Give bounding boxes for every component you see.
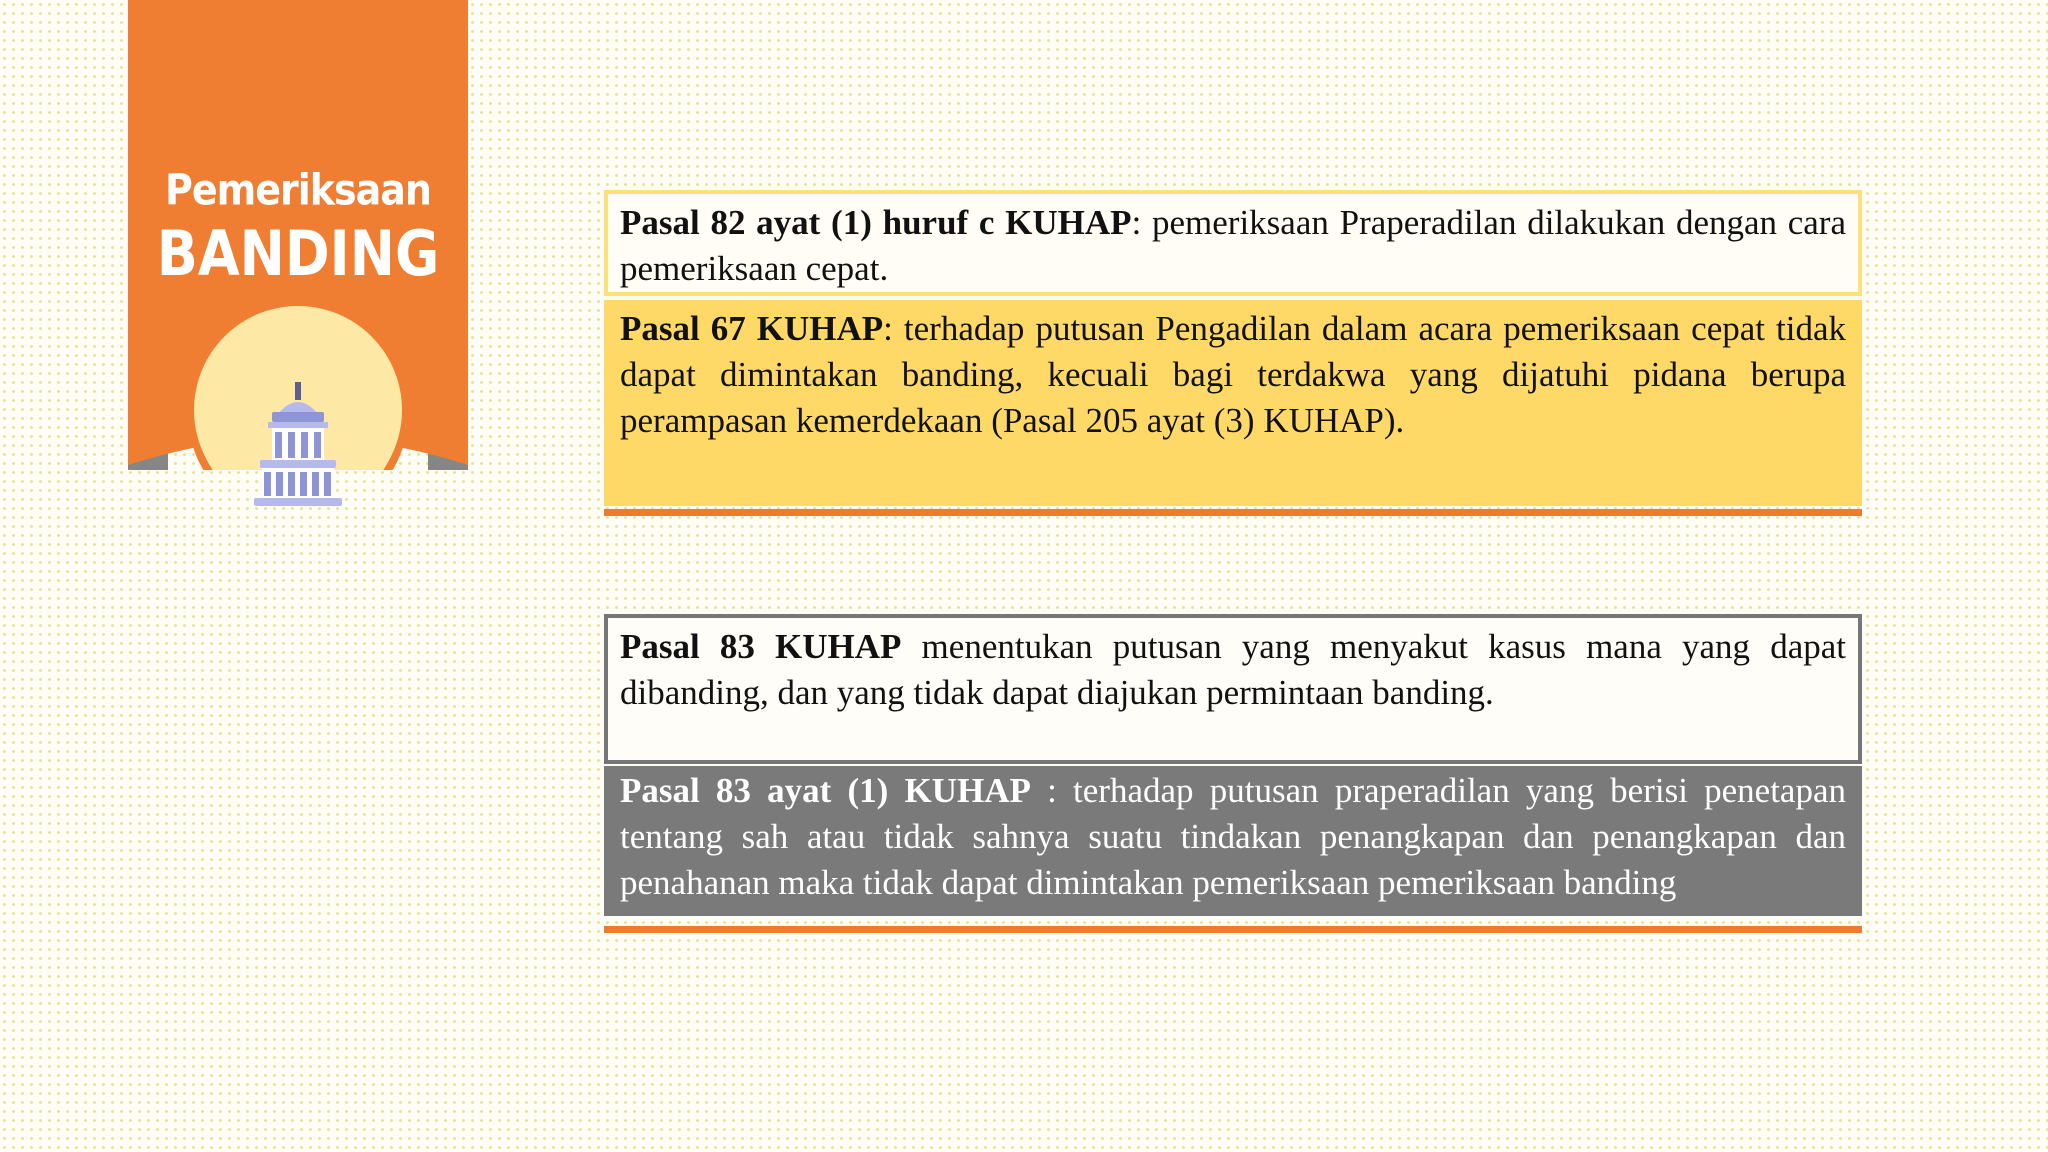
article-83-text: menentukan putusan yang menyakut kasus mana yang dapat dibanding, dan yang tidak dapat diajukan permintaan banding. <box>620 627 1846 712</box>
title-banner <box>128 0 468 470</box>
banner-subtitle: Pemeriksaan <box>165 165 431 215</box>
divider-bar-top <box>604 509 1862 516</box>
article-82-text: : pemeriksaan Praperadilan dilakukan dengan cara pemeriksaan cepat. <box>620 203 1846 288</box>
article-67-text: : terhadap putusan Pengadilan dalam acara pemeriksaan cepat tidak dapat dimintakan banding, kecuali bagi terdakwa yang dijatuhi pidana berupa perampasan kemerdekaan (Pasal 205 ayat (3) KUHAP). <box>620 309 1846 440</box>
article-82-heading: Pasal 82 ayat (1) huruf c KUHAP <box>620 203 1132 242</box>
banner-title: BANDING <box>156 217 440 290</box>
article-82-box <box>604 190 1862 296</box>
article-83-box <box>604 614 1862 764</box>
article-67-box <box>604 300 1862 506</box>
divider-bar-bottom <box>604 926 1862 933</box>
article-83-heading: Pasal 83 KUHAP <box>620 627 902 666</box>
article-83-1-text: : terhadap putusan praperadilan yang berisi penetapan tentang sah atau tidak sahnya suatu tindakan penangkapan dan penangkapan dan penahanan maka tidak dapat dimintakan pemeriksaan pemeriksaan banding <box>620 771 1846 902</box>
capitol-building-icon <box>242 380 354 520</box>
article-83-1-box <box>604 766 1862 916</box>
article-67-heading: Pasal 67 KUHAP <box>620 309 884 348</box>
article-83-1-heading: Pasal 83 ayat (1) KUHAP <box>620 771 1031 810</box>
